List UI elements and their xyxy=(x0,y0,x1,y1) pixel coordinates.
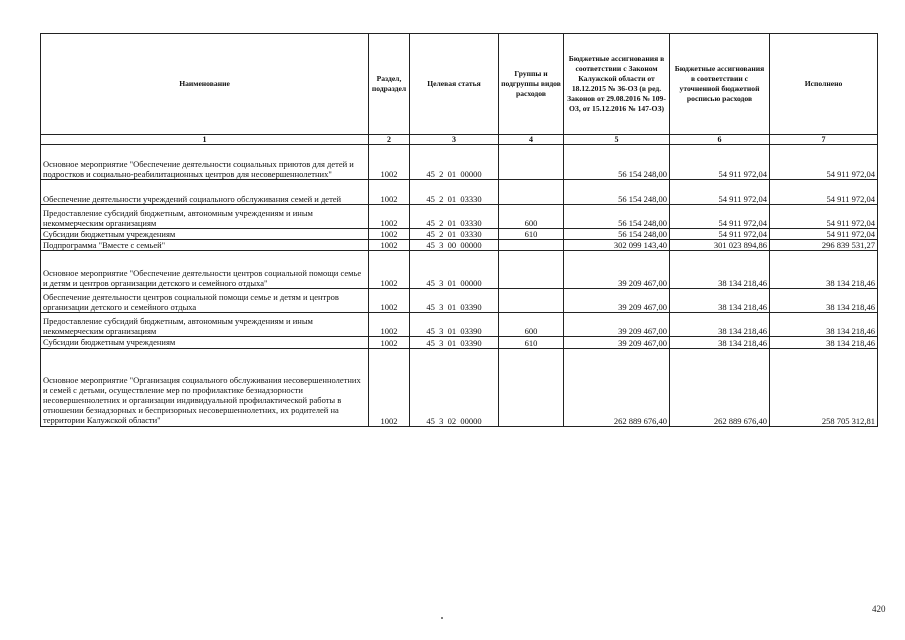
row-executed-amount: 54 911 972,04 xyxy=(770,229,878,240)
row-group xyxy=(499,251,564,289)
row-group xyxy=(499,180,564,205)
row-group xyxy=(499,145,564,180)
column-number: 4 xyxy=(499,135,564,145)
row-group: 600 xyxy=(499,205,564,229)
row-executed-amount: 38 134 218,46 xyxy=(770,313,878,337)
row-refined-amount: 54 911 972,04 xyxy=(670,229,770,240)
row-group xyxy=(499,348,564,426)
page-number: 420 xyxy=(872,604,886,614)
row-refined-amount: 54 911 972,04 xyxy=(670,145,770,180)
row-article: 45 3 01 03390 xyxy=(410,337,499,348)
header-article: Целевая статья xyxy=(410,34,499,135)
column-number: 3 xyxy=(410,135,499,145)
row-name: Предоставление субсидий бюджетным, автономным учреждениям и иным некоммерческим организациям xyxy=(41,313,369,337)
row-refined-amount: 262 889 676,40 xyxy=(670,348,770,426)
row-law-amount: 262 889 676,40 xyxy=(564,348,670,426)
row-article: 45 2 01 03330 xyxy=(410,205,499,229)
header-row xyxy=(41,34,878,135)
header-executed: Исполнено xyxy=(770,34,878,135)
header-refined-allocations: Бюджетные ассигнования в соответствии с уточненной бюджетной росписью расходов xyxy=(670,34,770,135)
table-row xyxy=(41,205,878,229)
row-article: 45 3 00 00000 xyxy=(410,240,499,251)
row-refined-amount: 54 911 972,04 xyxy=(670,205,770,229)
row-section: 1002 xyxy=(369,348,410,426)
row-refined-amount: 38 134 218,46 xyxy=(670,337,770,348)
row-section: 1002 xyxy=(369,240,410,251)
row-refined-amount: 301 023 894,86 xyxy=(670,240,770,251)
row-article: 45 2 01 00000 xyxy=(410,145,499,180)
row-refined-amount: 38 134 218,46 xyxy=(670,251,770,289)
row-executed-amount: 54 911 972,04 xyxy=(770,180,878,205)
row-group xyxy=(499,289,564,313)
row-group: 610 xyxy=(499,337,564,348)
column-number: 5 xyxy=(564,135,670,145)
row-section: 1002 xyxy=(369,337,410,348)
row-executed-amount: 258 705 312,81 xyxy=(770,348,878,426)
row-name: Обеспечение деятельности учреждений социального обслуживания семей и детей xyxy=(41,180,369,205)
row-section: 1002 xyxy=(369,251,410,289)
row-name: Основное мероприятие "Обеспечение деятельности центров социальной помощи семье и детям и центров организации детского и семейного отдыха" xyxy=(41,251,369,289)
row-name: Субсидии бюджетным учреждениям xyxy=(41,229,369,240)
row-article: 45 3 02 00000 xyxy=(410,348,499,426)
table-row xyxy=(41,240,878,251)
header-law-allocations: Бюджетные ассигнования в соответствии с Законом Калужской области от 18.12.2015 № 36-ОЗ (в ред. Законов от 29.08.2016 № 109-ОЗ, от 15.12.2016 № 147-ОЗ) xyxy=(564,34,670,135)
row-executed-amount: 54 911 972,04 xyxy=(770,145,878,180)
row-article: 45 3 01 03390 xyxy=(410,313,499,337)
row-article: 45 3 01 00000 xyxy=(410,251,499,289)
row-refined-amount: 38 134 218,46 xyxy=(670,289,770,313)
row-group: 610 xyxy=(499,229,564,240)
row-law-amount: 56 154 248,00 xyxy=(564,205,670,229)
table-row xyxy=(41,348,878,426)
row-name: Основное мероприятие "Организация социального обслуживания несовершеннолетних и семей с детьми, осуществление мер по профилактике безнадзорности несовершеннолетних и организации индивидуальной профилактической работы в отношении безнадзорных и беспризорных несовершеннолетних, их родителей на территории Калужской области" xyxy=(41,348,369,426)
row-law-amount: 39 209 467,00 xyxy=(564,337,670,348)
table-row xyxy=(41,289,878,313)
row-section: 1002 xyxy=(369,180,410,205)
header-name: Наименование xyxy=(41,34,369,135)
table-row xyxy=(41,180,878,205)
row-article: 45 3 01 03390 xyxy=(410,289,499,313)
row-executed-amount: 38 134 218,46 xyxy=(770,337,878,348)
row-section: 1002 xyxy=(369,313,410,337)
row-name: Субсидии бюджетным учреждениям xyxy=(41,337,369,348)
row-name: Обеспечение деятельности центров социальной помощи семье и детям и центров организации детского и семейного отдыха xyxy=(41,289,369,313)
row-section: 1002 xyxy=(369,289,410,313)
table-row xyxy=(41,229,878,240)
column-number: 6 xyxy=(670,135,770,145)
row-name: Основное мероприятие "Обеспечение деятельности социальных приютов для детей и подростков и социально-реабилитационных центров для несовершеннолетних" xyxy=(41,145,369,180)
header-group: Группы и подгруппы видов расходов xyxy=(499,34,564,135)
column-number: 2 xyxy=(369,135,410,145)
row-article: 45 2 01 03330 xyxy=(410,229,499,240)
row-law-amount: 39 209 467,00 xyxy=(564,251,670,289)
scan-speck xyxy=(441,617,443,619)
column-number: 1 xyxy=(41,135,369,145)
row-refined-amount: 54 911 972,04 xyxy=(670,180,770,205)
row-executed-amount: 296 839 531,27 xyxy=(770,240,878,251)
row-section: 1002 xyxy=(369,229,410,240)
table-row xyxy=(41,337,878,348)
table-row xyxy=(41,145,878,180)
row-law-amount: 56 154 248,00 xyxy=(564,229,670,240)
row-executed-amount: 54 911 972,04 xyxy=(770,205,878,229)
row-section: 1002 xyxy=(369,205,410,229)
row-executed-amount: 38 134 218,46 xyxy=(770,251,878,289)
row-refined-amount: 38 134 218,46 xyxy=(670,313,770,337)
row-name: Подпрограмма "Вместе с семьей" xyxy=(41,240,369,251)
row-law-amount: 56 154 248,00 xyxy=(564,180,670,205)
column-number-row xyxy=(41,135,878,145)
row-executed-amount: 38 134 218,46 xyxy=(770,289,878,313)
row-law-amount: 302 099 143,40 xyxy=(564,240,670,251)
row-name: Предоставление субсидий бюджетным, автономным учреждениям и иным некоммерческим организациям xyxy=(41,205,369,229)
table-row xyxy=(41,313,878,337)
row-law-amount: 56 154 248,00 xyxy=(564,145,670,180)
table-row xyxy=(41,251,878,289)
row-group xyxy=(499,240,564,251)
budget-table xyxy=(40,33,878,427)
column-number: 7 xyxy=(770,135,878,145)
row-law-amount: 39 209 467,00 xyxy=(564,289,670,313)
row-group: 600 xyxy=(499,313,564,337)
row-article: 45 2 01 03330 xyxy=(410,180,499,205)
header-section: Раздел, подраздел xyxy=(369,34,410,135)
row-section: 1002 xyxy=(369,145,410,180)
row-law-amount: 39 209 467,00 xyxy=(564,313,670,337)
